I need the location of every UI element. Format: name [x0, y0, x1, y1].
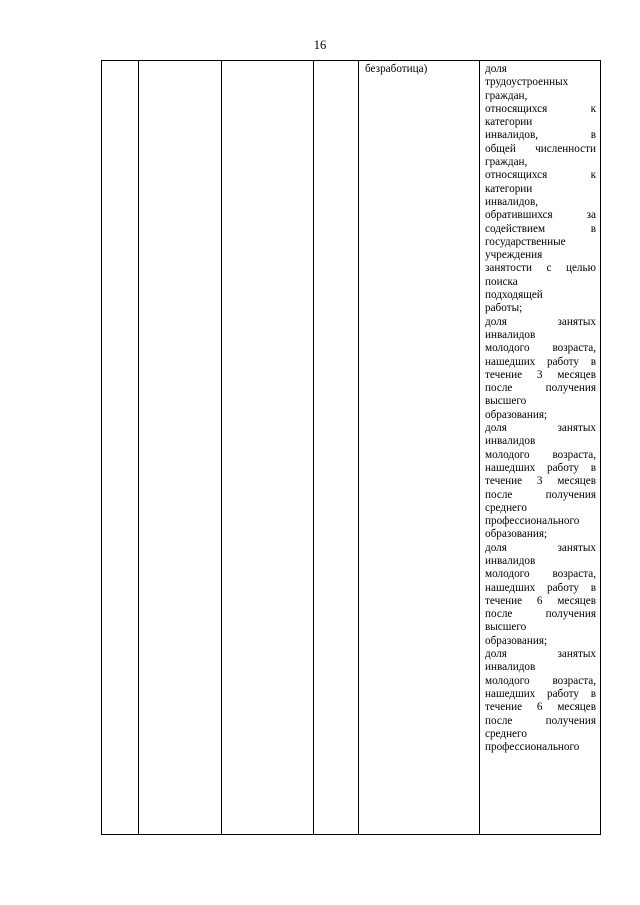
word: в — [590, 222, 596, 235]
word: образования; — [485, 408, 548, 421]
word: занятых — [557, 422, 596, 435]
table-cell-1 — [102, 61, 139, 835]
word: среднего — [485, 501, 527, 514]
word: учреждения — [485, 249, 543, 262]
text-line — [485, 502, 596, 515]
word: государственные — [485, 235, 566, 248]
word: получения — [545, 382, 596, 395]
word: возраста, — [552, 568, 596, 581]
word: работы; — [485, 302, 523, 315]
word: инвалидов — [485, 328, 536, 341]
word: инвалидов — [485, 661, 536, 674]
text-line — [485, 289, 596, 302]
text-line — [485, 276, 596, 289]
table-row — [102, 61, 601, 835]
text-line — [485, 249, 596, 262]
text-line — [485, 90, 596, 103]
text-line — [485, 316, 596, 329]
word: 6 — [536, 701, 543, 714]
text-line — [485, 635, 596, 648]
word: течение — [485, 594, 523, 607]
word: работу — [546, 355, 580, 368]
text-line — [485, 183, 596, 196]
word: занятых — [557, 648, 596, 661]
text-line — [485, 542, 596, 555]
word: поиска — [485, 275, 518, 288]
word: содействием — [485, 222, 546, 235]
word: нашедших — [485, 581, 536, 594]
table-cell-3 — [222, 61, 314, 835]
word: молодого — [485, 674, 530, 687]
word: доля — [485, 63, 507, 75]
word: работу — [546, 687, 580, 700]
word: занятости — [485, 262, 532, 275]
text-line — [485, 621, 596, 634]
text-line — [485, 169, 596, 182]
table-cell-2 — [139, 61, 222, 835]
word: среднего — [485, 727, 527, 740]
word: относящихся — [485, 102, 548, 115]
text-line — [485, 382, 596, 395]
text-line — [485, 435, 596, 448]
word: доля — [485, 648, 507, 661]
word: молодого — [485, 448, 530, 461]
word: общей — [485, 142, 516, 155]
text-line — [485, 223, 596, 236]
word: течение — [485, 701, 523, 714]
word: профессионального — [485, 741, 580, 754]
word: с — [546, 262, 552, 275]
text-line — [485, 302, 596, 315]
word: течение — [485, 475, 523, 488]
word: доля — [485, 422, 507, 435]
word: нашедших — [485, 687, 536, 700]
word: течение — [485, 368, 523, 381]
document-table — [101, 60, 601, 835]
word: трудоустроенных — [485, 76, 569, 89]
word: обратившихся — [485, 209, 553, 222]
word: месяцев — [557, 701, 596, 714]
word: граждан, — [485, 156, 528, 169]
word: высшего — [485, 621, 527, 634]
table-cell-5 — [359, 61, 480, 835]
text-line — [485, 329, 596, 342]
word: инвалидов — [485, 435, 536, 448]
word: профессионального — [485, 515, 580, 528]
text-line — [485, 209, 596, 222]
word: за — [586, 209, 596, 222]
table-cell-6 — [480, 61, 601, 835]
word: образования; — [485, 528, 548, 541]
word: доля — [485, 315, 507, 328]
word: целью — [565, 262, 596, 275]
word: безработица) — [365, 63, 428, 75]
text-line — [485, 262, 596, 275]
word: категории — [485, 182, 533, 195]
text-line — [485, 103, 596, 116]
word: 3 — [536, 368, 543, 381]
word: относящихся — [485, 169, 548, 182]
word: в — [590, 581, 596, 594]
word: 3 — [536, 475, 543, 488]
word: в — [590, 355, 596, 368]
text-line — [485, 409, 596, 422]
word: категории — [485, 116, 533, 129]
text-line — [485, 63, 596, 76]
word: 6 — [536, 594, 543, 607]
text-line — [485, 741, 596, 754]
word: образования; — [485, 634, 548, 647]
text-line — [485, 369, 596, 382]
word: работу — [546, 461, 580, 474]
text-line — [485, 608, 596, 621]
word: нашедших — [485, 461, 536, 474]
word: после — [485, 714, 513, 727]
text-line — [485, 701, 596, 714]
text-line — [485, 156, 596, 169]
text-line — [485, 688, 596, 701]
word: граждан, — [485, 89, 528, 102]
word: возраста, — [552, 674, 596, 687]
word: в — [590, 461, 596, 474]
text-line — [485, 475, 596, 488]
word: получения — [545, 714, 596, 727]
text-line — [485, 595, 596, 608]
word: занятых — [557, 541, 596, 554]
text-line — [485, 422, 596, 435]
text-line — [485, 728, 596, 741]
word: к — [590, 102, 596, 115]
word: молодого — [485, 568, 530, 581]
text-line — [485, 568, 596, 581]
word: подходящей — [485, 289, 543, 302]
text-line — [485, 356, 596, 369]
word: месяцев — [557, 594, 596, 607]
text-line — [485, 236, 596, 249]
word: инвалидов, — [485, 195, 539, 208]
text-line — [485, 76, 596, 89]
word: численности — [535, 142, 596, 155]
word: инвалидов — [485, 554, 536, 567]
page-number: 16 — [313, 38, 327, 52]
word: получения — [545, 488, 596, 501]
text-line — [485, 129, 596, 142]
word: к — [590, 169, 596, 182]
word: молодого — [485, 342, 530, 355]
word: доля — [485, 541, 507, 554]
text-line — [485, 648, 596, 661]
text-line — [485, 489, 596, 502]
text-line — [485, 449, 596, 462]
word: инвалидов, — [485, 129, 539, 142]
text-line — [485, 528, 596, 541]
text-line — [485, 661, 596, 674]
word: возраста, — [552, 448, 596, 461]
text-line — [485, 675, 596, 688]
word: в — [590, 687, 596, 700]
text-line — [365, 63, 475, 76]
word: нашедших — [485, 355, 536, 368]
word: возраста, — [552, 342, 596, 355]
text-line — [485, 715, 596, 728]
text-line — [485, 116, 596, 129]
text-line — [485, 342, 596, 355]
table-cell-4 — [314, 61, 359, 835]
word: высшего — [485, 395, 527, 408]
word: занятых — [557, 315, 596, 328]
word: после — [485, 382, 513, 395]
text-line — [485, 582, 596, 595]
word: месяцев — [557, 475, 596, 488]
text-line — [485, 462, 596, 475]
word: работу — [546, 581, 580, 594]
text-line — [485, 143, 596, 156]
text-line — [485, 515, 596, 528]
text-line — [485, 196, 596, 209]
word: месяцев — [557, 368, 596, 381]
text-line — [485, 395, 596, 408]
word: после — [485, 488, 513, 501]
word: после — [485, 608, 513, 621]
word: получения — [545, 608, 596, 621]
text-line — [485, 555, 596, 568]
word: в — [590, 129, 596, 142]
